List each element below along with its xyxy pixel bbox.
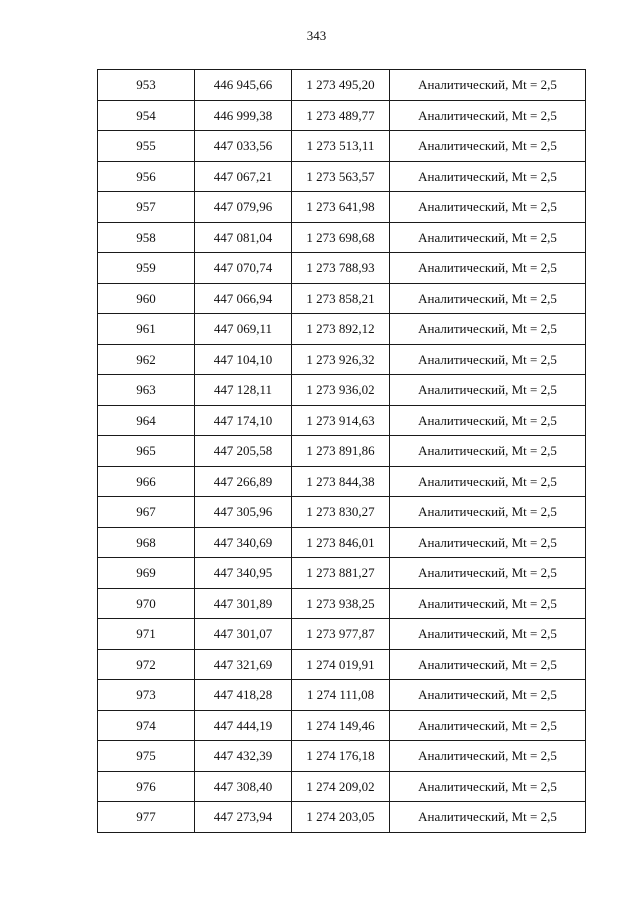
point-number-cell: 972 xyxy=(98,649,195,680)
y-coordinate-cell: 1 273 881,27 xyxy=(292,558,390,589)
table-row xyxy=(98,771,586,802)
method-cell: Аналитический, Mt = 2,5 xyxy=(390,405,586,436)
x-coordinate-cell: 446 999,38 xyxy=(195,100,292,131)
method-cell: Аналитический, Mt = 2,5 xyxy=(390,70,586,101)
table-row xyxy=(98,314,586,345)
method-cell: Аналитический, Mt = 2,5 xyxy=(390,466,586,497)
method-cell: Аналитический, Mt = 2,5 xyxy=(390,649,586,680)
table-row xyxy=(98,131,586,162)
point-number-cell: 959 xyxy=(98,253,195,284)
y-coordinate-cell: 1 274 176,18 xyxy=(292,741,390,772)
y-coordinate-cell: 1 274 019,91 xyxy=(292,649,390,680)
point-number-cell: 976 xyxy=(98,771,195,802)
table-row xyxy=(98,710,586,741)
y-coordinate-cell: 1 273 938,25 xyxy=(292,588,390,619)
method-cell: Аналитический, Mt = 2,5 xyxy=(390,344,586,375)
x-coordinate-cell: 447 069,11 xyxy=(195,314,292,345)
method-cell: Аналитический, Mt = 2,5 xyxy=(390,375,586,406)
point-number-cell: 960 xyxy=(98,283,195,314)
point-number-cell: 970 xyxy=(98,588,195,619)
method-cell: Аналитический, Mt = 2,5 xyxy=(390,802,586,833)
point-number-cell: 965 xyxy=(98,436,195,467)
point-number-cell: 963 xyxy=(98,375,195,406)
method-cell: Аналитический, Mt = 2,5 xyxy=(390,527,586,558)
point-number-cell: 961 xyxy=(98,314,195,345)
x-coordinate-cell: 447 266,89 xyxy=(195,466,292,497)
table-row xyxy=(98,802,586,833)
x-coordinate-cell: 447 418,28 xyxy=(195,680,292,711)
method-cell: Аналитический, Mt = 2,5 xyxy=(390,253,586,284)
table-row xyxy=(98,588,586,619)
y-coordinate-cell: 1 274 209,02 xyxy=(292,771,390,802)
point-number-cell: 977 xyxy=(98,802,195,833)
method-cell: Аналитический, Mt = 2,5 xyxy=(390,100,586,131)
point-number-cell: 954 xyxy=(98,100,195,131)
method-cell: Аналитический, Mt = 2,5 xyxy=(390,680,586,711)
y-coordinate-cell: 1 273 513,11 xyxy=(292,131,390,162)
x-coordinate-cell: 447 070,74 xyxy=(195,253,292,284)
method-cell: Аналитический, Mt = 2,5 xyxy=(390,741,586,772)
x-coordinate-cell: 447 301,07 xyxy=(195,619,292,650)
y-coordinate-cell: 1 273 844,38 xyxy=(292,466,390,497)
table-row xyxy=(98,161,586,192)
y-coordinate-cell: 1 273 563,57 xyxy=(292,161,390,192)
y-coordinate-cell: 1 273 846,01 xyxy=(292,527,390,558)
x-coordinate-cell: 447 340,69 xyxy=(195,527,292,558)
point-number-cell: 969 xyxy=(98,558,195,589)
point-number-cell: 962 xyxy=(98,344,195,375)
y-coordinate-cell: 1 273 914,63 xyxy=(292,405,390,436)
x-coordinate-cell: 447 305,96 xyxy=(195,497,292,528)
point-number-cell: 964 xyxy=(98,405,195,436)
y-coordinate-cell: 1 274 203,05 xyxy=(292,802,390,833)
table-row xyxy=(98,253,586,284)
x-coordinate-cell: 447 174,10 xyxy=(195,405,292,436)
method-cell: Аналитический, Mt = 2,5 xyxy=(390,192,586,223)
y-coordinate-cell: 1 273 788,93 xyxy=(292,253,390,284)
table-row xyxy=(98,100,586,131)
x-coordinate-cell: 446 945,66 xyxy=(195,70,292,101)
method-cell: Аналитический, Mt = 2,5 xyxy=(390,314,586,345)
page-number: 343 xyxy=(306,28,327,43)
point-number-cell: 957 xyxy=(98,192,195,223)
point-number-cell: 974 xyxy=(98,710,195,741)
method-cell: Аналитический, Mt = 2,5 xyxy=(390,558,586,589)
x-coordinate-cell: 447 321,69 xyxy=(195,649,292,680)
x-coordinate-cell: 447 067,21 xyxy=(195,161,292,192)
point-number-cell: 971 xyxy=(98,619,195,650)
table-row xyxy=(98,405,586,436)
table-row xyxy=(98,375,586,406)
point-number-cell: 955 xyxy=(98,131,195,162)
y-coordinate-cell: 1 273 858,21 xyxy=(292,283,390,314)
point-number-cell: 967 xyxy=(98,497,195,528)
table-row xyxy=(98,527,586,558)
method-cell: Аналитический, Mt = 2,5 xyxy=(390,497,586,528)
method-cell: Аналитический, Mt = 2,5 xyxy=(390,588,586,619)
table-row xyxy=(98,436,586,467)
x-coordinate-cell: 447 104,10 xyxy=(195,344,292,375)
x-coordinate-cell: 447 128,11 xyxy=(195,375,292,406)
table-row xyxy=(98,741,586,772)
x-coordinate-cell: 447 432,39 xyxy=(195,741,292,772)
method-cell: Аналитический, Mt = 2,5 xyxy=(390,222,586,253)
x-coordinate-cell: 447 033,56 xyxy=(195,131,292,162)
table-row xyxy=(98,192,586,223)
x-coordinate-cell: 447 444,19 xyxy=(195,710,292,741)
point-number-cell: 953 xyxy=(98,70,195,101)
point-number-cell: 968 xyxy=(98,527,195,558)
table-row xyxy=(98,497,586,528)
y-coordinate-cell: 1 273 489,77 xyxy=(292,100,390,131)
table-row xyxy=(98,222,586,253)
y-coordinate-cell: 1 273 830,27 xyxy=(292,497,390,528)
y-coordinate-cell: 1 273 698,68 xyxy=(292,222,390,253)
method-cell: Аналитический, Mt = 2,5 xyxy=(390,710,586,741)
x-coordinate-cell: 447 081,04 xyxy=(195,222,292,253)
x-coordinate-cell: 447 273,94 xyxy=(195,802,292,833)
table-row xyxy=(98,649,586,680)
method-cell: Аналитический, Mt = 2,5 xyxy=(390,161,586,192)
x-coordinate-cell: 447 205,58 xyxy=(195,436,292,467)
method-cell: Аналитический, Mt = 2,5 xyxy=(390,283,586,314)
coordinates-table-body xyxy=(98,70,586,833)
table-row xyxy=(98,344,586,375)
x-coordinate-cell: 447 066,94 xyxy=(195,283,292,314)
y-coordinate-cell: 1 274 149,46 xyxy=(292,710,390,741)
y-coordinate-cell: 1 273 892,12 xyxy=(292,314,390,345)
method-cell: Аналитический, Mt = 2,5 xyxy=(390,771,586,802)
x-coordinate-cell: 447 340,95 xyxy=(195,558,292,589)
point-number-cell: 973 xyxy=(98,680,195,711)
table-row xyxy=(98,558,586,589)
method-cell: Аналитический, Mt = 2,5 xyxy=(390,131,586,162)
y-coordinate-cell: 1 273 891,86 xyxy=(292,436,390,467)
table-row xyxy=(98,283,586,314)
x-coordinate-cell: 447 301,89 xyxy=(195,588,292,619)
x-coordinate-cell: 447 308,40 xyxy=(195,771,292,802)
point-number-cell: 966 xyxy=(98,466,195,497)
table-row xyxy=(98,619,586,650)
y-coordinate-cell: 1 273 936,02 xyxy=(292,375,390,406)
method-cell: Аналитический, Mt = 2,5 xyxy=(390,619,586,650)
x-coordinate-cell: 447 079,96 xyxy=(195,192,292,223)
y-coordinate-cell: 1 273 641,98 xyxy=(292,192,390,223)
method-cell: Аналитический, Mt = 2,5 xyxy=(390,436,586,467)
coordinates-table xyxy=(97,69,586,833)
y-coordinate-cell: 1 273 495,20 xyxy=(292,70,390,101)
point-number-cell: 975 xyxy=(98,741,195,772)
y-coordinate-cell: 1 274 111,08 xyxy=(292,680,390,711)
table-row xyxy=(98,680,586,711)
y-coordinate-cell: 1 273 926,32 xyxy=(292,344,390,375)
table-row xyxy=(98,466,586,497)
point-number-cell: 956 xyxy=(98,161,195,192)
table-row xyxy=(98,70,586,101)
y-coordinate-cell: 1 273 977,87 xyxy=(292,619,390,650)
point-number-cell: 958 xyxy=(98,222,195,253)
